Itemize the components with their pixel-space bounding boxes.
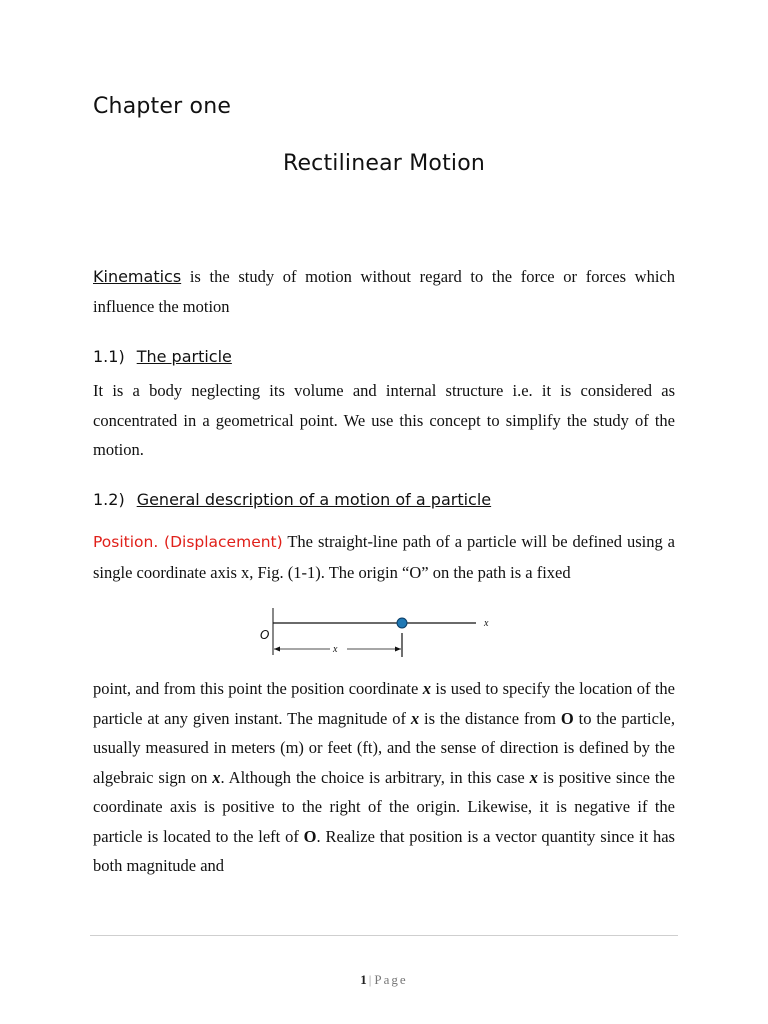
intro-paragraph <box>93 262 675 321</box>
page-title: Rectilinear Motion <box>282 151 486 176</box>
section-title: General description of a motion of a particle <box>136 490 492 509</box>
footer-separator: | <box>368 972 372 987</box>
distance-arrow-right <box>395 647 401 652</box>
text-span: . Realize that position is a vector quantity since it has both magnitude and <box>93 826 675 875</box>
variable-x: x <box>422 679 431 698</box>
position-continuation-paragraph <box>93 674 675 881</box>
position-paragraph <box>93 527 675 587</box>
origin-label: O <box>260 628 270 642</box>
particle-dot <box>397 618 407 628</box>
text-span: is the distance from <box>419 708 561 728</box>
section-heading-particle <box>93 347 232 366</box>
particle-paragraph: It is a body neglecting its volume and internal structure i.e. it is considered as concentrated in a geometrical point. We use this concept to simplify the study of the motion. <box>93 381 675 459</box>
variable-x: x <box>410 708 420 728</box>
page-label: Page <box>374 972 408 987</box>
text-span: is positive since the coordinate axis is positive to the right of the origin. Likewise, it is negative if the particle is located to the left of <box>93 767 675 846</box>
text-span: is used to specify the location of the particle at any given instant. The magnitude of <box>93 679 675 728</box>
chapter-heading: Chapter one <box>93 94 232 119</box>
section-heading-motion <box>93 490 491 509</box>
distance-label: x <box>333 644 338 655</box>
position-axis-figure <box>250 605 510 663</box>
origin-symbol: O <box>303 826 317 846</box>
position-text: The straight-line path of a particle will be defined using a single coordinate axis x, Fig. (1-1). The origin “O” on the path is a fixed <box>93 532 675 582</box>
text-span: . Although the choice is arbitrary, in this case <box>220 767 530 787</box>
variable-x: x <box>529 767 538 787</box>
variable-x: x <box>212 767 221 787</box>
section-title: The particle <box>136 347 232 366</box>
origin-symbol: O <box>560 708 574 728</box>
distance-arrow-left <box>274 647 280 652</box>
axis-label: x <box>484 618 489 629</box>
footer-divider <box>90 935 678 936</box>
text-span: to the particle, usually measured in meters (m) or feet (ft), and the sense of direction is defined by the algebraic sign on <box>93 708 675 787</box>
position-label: Position. (Displacement) <box>93 533 283 551</box>
kinematics-term: Kinematics <box>93 267 182 286</box>
intro-text: is the study of motion without regard to the force or forces which influence the motion <box>93 267 675 316</box>
section-number: 1.2) <box>93 490 125 509</box>
section-number: 1.1) <box>93 347 125 366</box>
page-footer <box>0 972 768 988</box>
text-span: point, and from this point the position coordinate <box>93 679 423 698</box>
page-number: 1 <box>360 972 367 987</box>
